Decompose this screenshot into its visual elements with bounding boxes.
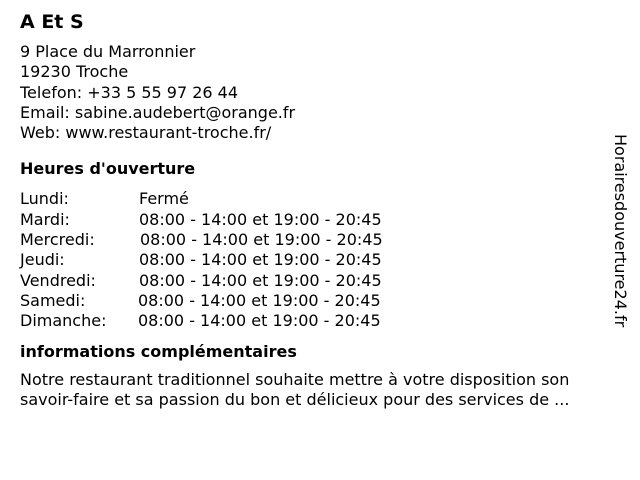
- hours-time: 08:00 - 14:00 et 19:00 - 20:45: [139, 270, 382, 290]
- address-city: 19230 Troche: [20, 62, 129, 82]
- hours-day: Dimanche:: [20, 311, 107, 331]
- hours-day: Vendredi:: [20, 270, 96, 290]
- hours-row-sunday: [20, 311, 620, 331]
- additional-info-heading: informations complémentaires: [20, 341, 297, 361]
- hours-day: Mercredi:: [20, 230, 95, 250]
- hours-day: Mardi:: [20, 209, 70, 229]
- hours-day: Jeudi:: [20, 250, 65, 270]
- hours-time: 08:00 - 14:00 et 19:00 - 20:45: [138, 311, 381, 331]
- business-card: [20, 10, 620, 411]
- hours-row-wednesday: [20, 230, 620, 250]
- site-watermark-label: Horairesdouverture24.fr: [611, 134, 630, 328]
- hours-row-friday: [20, 271, 620, 291]
- hours-time: 08:00 - 14:00 et 19:00 - 20:45: [139, 209, 382, 229]
- hours-time: Fermé: [139, 189, 189, 209]
- hours-row-saturday: [20, 291, 620, 311]
- address-block: [20, 42, 620, 143]
- website: Web: www.restaurant-troche.fr/: [20, 123, 272, 143]
- email: Email: sabine.audebert@orange.fr: [20, 102, 296, 122]
- address-street: 9 Place du Marronnier: [20, 42, 196, 61]
- hours-day: Lundi:: [20, 189, 69, 209]
- hours-row-tuesday: [20, 210, 620, 230]
- hours-time: 08:00 - 14:00 et 19:00 - 20:45: [139, 250, 382, 270]
- hours-row-thursday: [20, 250, 620, 270]
- additional-info-text: Notre restaurant traditionnel souhaite mettre à votre disposition son savoir-faire et sa passion du bon et délicieux pour des services de ...: [20, 369, 570, 410]
- business-name: A Et S: [20, 11, 84, 33]
- hours-time: 08:00 - 14:00 et 19:00 - 20:45: [140, 230, 383, 250]
- telephone: Telefon: +33 5 55 97 26 44: [20, 82, 239, 102]
- hours-day: Samedi:: [20, 290, 86, 310]
- hours-row-monday: [20, 189, 620, 209]
- opening-hours-heading: Heures d'ouverture: [20, 159, 196, 179]
- hours-time: 08:00 - 14:00 et 19:00 - 20:45: [138, 290, 381, 310]
- opening-hours-table: [20, 189, 620, 331]
